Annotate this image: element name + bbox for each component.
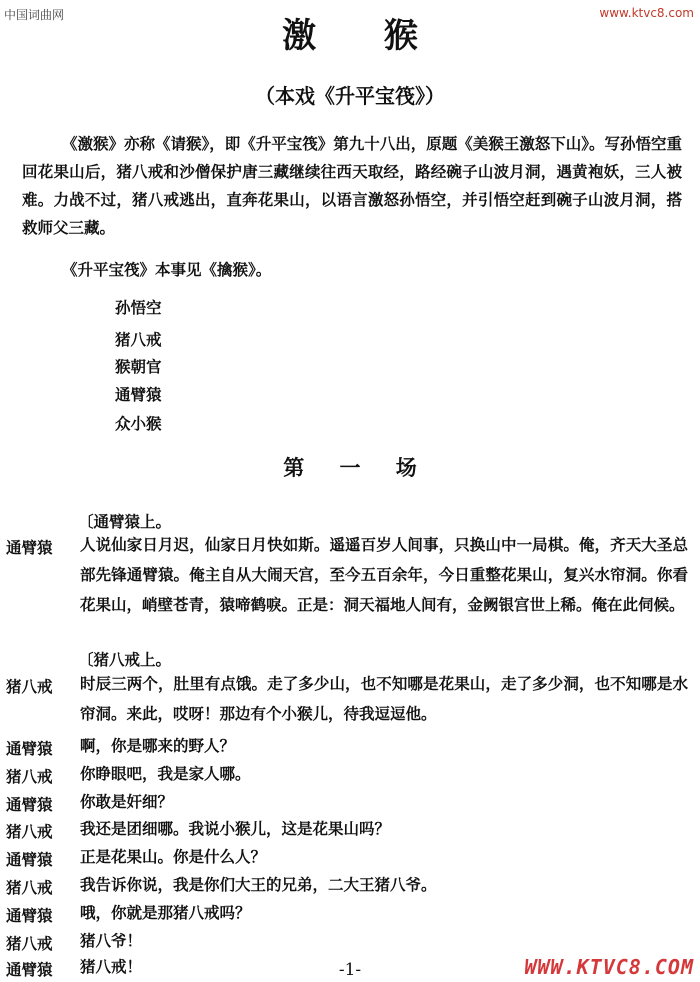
watermark-top-left: 中国词曲网 [4, 8, 65, 22]
cast-item: 众小猴 [115, 414, 162, 433]
dialogue-line: 猪八爷！ [80, 931, 143, 950]
scene-title: 第 一 场 [283, 455, 431, 480]
speaker-name: 通臂猿 [6, 538, 53, 557]
intro-paragraph-2: 《升平宝筏》本事见《擒猴》。 [62, 260, 272, 279]
speaker-name: 通臂猿 [6, 960, 53, 979]
page-title: 激 猴 [282, 16, 446, 56]
dialogue-line: 啊，你是哪来的野人？ [80, 736, 236, 755]
intro-paragraph-1: 《激猴》亦称《请猴》，即《升平宝筏》第九十八出，原题《美猴王激怒下山》。写孙悟空重回花果山后，猪八戒和沙僧保护唐三藏继续往西天取经，路经碗子山波月洞，遇黄袍妖，三人被难。力战不过，猪八戒逃出，直奔花果山，以语言激怒孙悟空，并引悟空赶到碗子山波月洞，搭救师父三藏。 [22, 134, 683, 237]
dialogue-line: 我还是团细哪。我说小猴儿，这是花果山吗？ [80, 819, 391, 838]
dialogue-line: 你敢是奸细？ [80, 792, 174, 811]
dialogue-line: 猪八戒！ [80, 957, 143, 976]
cast-item: 孙悟空 [115, 298, 162, 317]
speaker-name: 猪八戒 [6, 677, 53, 696]
speaker-name: 通臂猿 [6, 850, 53, 869]
watermark-top-right: www.ktvc8.com [599, 6, 694, 20]
speaker-name: 通臂猿 [6, 906, 53, 925]
dialogue-line: 哦，你就是那猪八戒吗？ [80, 903, 251, 922]
dialogue-line: 我告诉你说，我是你们大王的兄弟，二大王猪八爷。 [80, 875, 437, 894]
speaker-name: 通臂猿 [6, 795, 53, 814]
stage-direction: 〔猪八戒上。 [78, 650, 172, 669]
cast-item: 通臂猿 [115, 385, 162, 404]
cast-item: 猪八戒 [115, 330, 162, 349]
speaker-name: 猪八戒 [6, 934, 53, 953]
dialogue-line: 正是花果山。你是什么人？ [80, 847, 267, 866]
stage-direction: 〔通臂猿上。 [78, 512, 172, 531]
dialogue-line: 你睁眼吧，我是家人哪。 [80, 764, 251, 783]
speaker-name: 猪八戒 [6, 767, 53, 786]
dialogue-line: 时辰三两个，肚里有点饿。走了多少山，也不知哪是花果山，走了多少洞，也不知哪是水帘洞。来此，哎呀！那边有个小猴儿，待我逗逗他。 [80, 674, 688, 723]
speaker-name: 通臂猿 [6, 739, 53, 758]
cast-item: 猴朝官 [115, 357, 162, 376]
speaker-name: 猪八戒 [6, 878, 53, 897]
page-number: -1- [338, 960, 362, 980]
dialogue-line: 人说仙家日月迟，仙家日月快如斯。遥遥百岁人间事，只换山中一局棋。俺，齐天大圣总部先锋通臂猿。俺主自从大闹天宫，至今五百余年，今日重整花果山，复兴水帘洞。你看花果山，峭壁苍青，猿啼鹤唳。正是：洞天福地人间有，金阙银宫世上稀。俺在此伺候。 [80, 535, 688, 614]
speaker-name: 猪八戒 [6, 822, 53, 841]
watermark-bottom-right: WWW.KTVC8.COM [524, 955, 694, 979]
page-subtitle: （本戏《升平宝筏》） [255, 84, 445, 108]
